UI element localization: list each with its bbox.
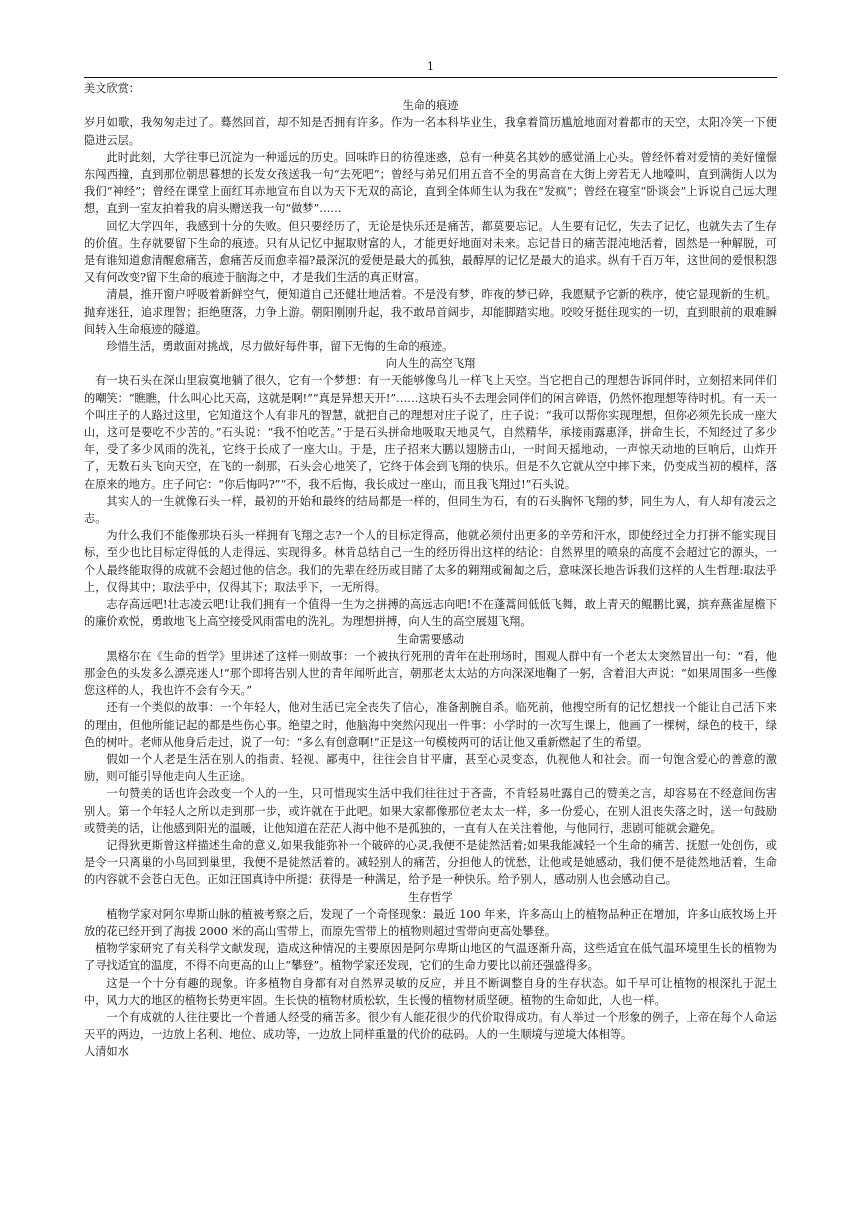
paragraph: 珍惜生活，勇敢面对挑战，尽力做好每件事，留下无悔的生命的痕迹。 (106, 340, 454, 354)
section-title: 生命需要感动 (396, 632, 465, 646)
paragraph: 一个有成就的人往往要比一个普通人经受的痛苦多。很少有人能花很少的代价取得成功。有人举过一个形象的例子，上帝在每个人命运天平的两边，一边放上名利、地位、成功等，一边放上同样重量的代价的砝码。人的一生顺境与逆境大体相等。 (84, 1010, 777, 1042)
paragraph: 清晨，推开窗户呼吸着新鲜空气，便知道自己还健壮地活着。不是没有梦，昨夜的梦已碎，我愿赋予它新的秩序，使它显现新的生机。抛弃迷狂，追求理智；拒绝堕落，力争上游。朝阳刚刚升起，我不敢昂首阔步，却能脚踏实地。咬咬牙挺住现实的一切，直到眼前的艰难瞬间转入生命痕迹的隧道。 (84, 288, 777, 336)
paragraph: 有一块石头在深山里寂寞地躺了很久，它有一个梦想：有一天能够像鸟儿一样飞上天空。当它把自己的理想告诉同伴时，立刻招来同伴们的嘲笑：“瞧瞧，什么叫心比天高，这就是啊!”“真是异想天开!”……这块石头不去理会同伴们的闲言碎语，仍然怀抱理想等待时机。有一天一个叫庄子的人路过这里，它知道这个人有非凡的智慧，就把自己的理想对庄子说了，庄子说：“我可以帮你实现理想，但你必须先长成一座大山，这可是要吃不少苦的。”石头说：“我不怕吃苦。”于是石头拼命地吸取天地灵气，自然精华，承接雨露惠泽，拼命生长，不知经过了多少年，受了多少风雨的洗礼，它终于长成了一座大山。于是，庄子招来大鹏以翅膀击山，一时间天摇地动，一声惊天动地的巨响后，山炸开了，无数石头飞向天空，在飞的一刹那，石头会心地笑了，它终于体会到飞翔的快乐。但是不久它就从空中摔下来，仍变成当初的模样，落在原来的地方。庄子问它：“你后悔吗?”“不，我不后悔，我长成过一座山，而且我飞翔过!”石头说。 (84, 374, 777, 491)
paragraph: 这是一个十分有趣的现象。许多植物自身都有对自然界灵敏的反应，并且不断调整自身的生存状态。如千早可让植物的根深扎于泥土中，风力大的地区的植物长势更牢固。生长快的植物材质松软，生长慢的植物材质坚硬。植物的生命如此，人也一样。 (84, 976, 777, 1007)
paragraph: 假如一个人老是生活在别人的指责、轻视、鄙夷中，往往会自甘平庸，甚至心灵变态，仇视他人和社会。而一句饱含爱心的善意的激励，则可能引导他走向人生正途。 (84, 752, 777, 784)
paragraph: 还有一个类似的故事：一个年轻人，他对生活已完全丧失了信心，准备割腕自杀。临死前，他搜空所有的记忆想找一个能让自己活下来的理由，但他所能记起的都是些伤心事。绝望之时，他脑海中突然闪现出一件事：小学时的一次写生课上，他画了一棵树，绿色的枝干，绿色的树叶。老师从他身后走过，说了一句：“多么有创意啊!”正是这一句模棱两可的话让他又重新燃起了生的希望。 (84, 701, 777, 749)
paragraph: 其实人的一生就像石头一样，最初的开始和最终的结局都是一样的，但同生为石，有的石头胸怀飞翔的梦，同生为人，有人却有凌云之志。 (84, 494, 777, 526)
section-title: 生命的痕迹 (402, 99, 459, 113)
section-trace-of-life (84, 97, 777, 355)
header-rule (84, 77, 777, 78)
paragraph: 黑格尔在《生命的哲学》里讲述了这样一则故事：一个被执行死刑的青年在赴刑场时，围观人群中有一个老太太突然冒出一句：“看，他那金色的头发多么漂亮迷人!”那个即将告别人世的青年闻听此言，朝那老太太站的方向深深地鞠了一躬，含着泪大声说：“如果周围多一些像您这样的人，我也许不会有今天。” (84, 649, 777, 698)
paragraph: 此时此刻，大学往事已沉淀为一种遥远的历史。回味昨日的彷徨迷惑，总有一种莫名其妙的感觉涌上心头。曾经怀着对爱情的美好憧憬东闯西撞，直到那位朝思暮想的长发女孩送我一句“去死吧”；曾经与弟兄们用五音不全的男高音在大街上旁若无人地嚎叫，直到满街人以为我们“神经”；曾经在课堂上面红耳赤地宣布自以为天下无双的高论，直到全体师生认为我在“发疯”；曾经在寝室“卧谈会”上诉说自己远大理想，直到一室友拍着我的肩头赠送我一句“做梦”…… (84, 150, 777, 216)
paragraph: 植物学家研究了有关科学文献发现，造成这种情况的主要原因是阿尔卑斯山地区的气温逐渐升高，这些适宜在低气温环境里生长的植物为了寻找适宜的温度，不得不向更高的山上“攀登”。植物学家还发现，它们的生命力要比以前还强盛得多。 (84, 942, 777, 973)
paragraph: 志存高远吧!壮志凌云吧!让我们拥有一个值得一生为之拼搏的高远志向吧!不在蓬蒿间低低飞舞，敢上青天的鲲鹏比翼，摈弃燕雀屋檐下的廉价欢悦，勇敢地飞上高空接受风雨雷电的洗礼。为理想拼搏，向人生的高空展翅飞翔。 (84, 598, 777, 629)
section-life-needs-touch (84, 631, 777, 889)
paragraph: 植物学家对阿尔卑斯山脉的植被考察之后，发现了一个奇怪现象：最近 100 年来，许多高山上的植物品种正在增加，许多山底牧场上开放的花已经开到了海拔 2000 米的高山雪带上，而原先雪带上的植物则超过雪带向更高处攀登。 (84, 907, 777, 938)
section-survival-philosophy (84, 889, 777, 1044)
document-page (84, 58, 777, 1061)
paragraph: 记得狄更斯曾这样描述生命的意义,如果我能弥补一个破碎的心灵,我便不是徒然活着;如果我能减轻一个生命的痛苦、抚慰一处创伤，或是令一只离巢的小鸟回到巢里，我便不是徒然活着的。减轻别人的痛苦，分担他人的忧愁，让他或是她感动，我们便不是徒然地活着，生命的内容就不会苍白无色。正如汪国真诗中所提：获得是一种满足，给予是一种快乐。给予别人，感动别人也会感动自己。 (84, 838, 777, 887)
section-fly-high (84, 355, 777, 630)
section-title: 生存哲学 (408, 890, 453, 904)
paragraph: 回忆大学四年，我感到十分的失败。但只要经历了，无论是快乐还是痛苦，都莫要忘记。人生要有记忆，失去了记忆，也就失去了生存的价值。生存就要留下生命的痕迹。只有从记忆中掘取财富的人，才能更好地面对未来。忘记昔日的痛苦混沌地活着，固然是一种解脱，可是有谁知道愈清醒愈痛苦，愈痛苦反而愈幸福?最深沉的爱便是最大的孤独，最醇厚的记忆是最大的追求。纵有千百万年，这世间的爱恨积怨又有何改变?留下生命的痕迹于脑海之中，才是我们生活的真正财富。 (84, 219, 777, 285)
page-number: 1 (427, 60, 434, 73)
paragraph: 岁月如歌，我匆匆走过了。蓦然回首，却不知是否拥有许多。作为一名本科毕业生，我拿着简历尴尬地面对着都市的天空，太阳冷笑一下便隐进云层。 (84, 116, 777, 147)
trailing-text: 人清如水 (84, 1045, 129, 1059)
paragraph: 为什么我们不能像那块石头一样拥有飞翔之志?一个人的目标定得高，他就必须付出更多的辛劳和汗水，即使经过全力打拼不能实现目标，至少也比目标定得低的人走得远、实现得多。林肯总结自己一生的经历得出这样的结论：自然界里的喷泉的高度不会超过它的源头，一个人最终能取得的成就不会超过他的信念。我们的先辈在经历或目睹了太多的翱翔或匍匐之后，意味深长地告诉我们这样的人生哲理:取法乎上，仅得其中；取法乎中，仅得其下；取法乎下，一无所得。 (84, 529, 777, 594)
section-title: 向人生的高空飞翔 (385, 357, 476, 371)
intro-label: 美文欣赏： (84, 82, 140, 95)
paragraph: 一句赞美的话也许会改变一个人的一生，只可惜现实生活中我们往往过于吝啬，不肯轻易吐露自己的赞美之言，却容易在不经意间伤害别人。第一个年轻人之所以走到那一步，或许就在于此吧。如果大家都像那位老太太一样，多一份爱心，在别人沮丧失落之时，送一句鼓励或赞美的话，让他感到阳光的温暖，让他知道在茫茫人海中他不是孤独的，一直有人在关注着他，与他同行，悲剧可能就会避免。 (84, 787, 777, 835)
